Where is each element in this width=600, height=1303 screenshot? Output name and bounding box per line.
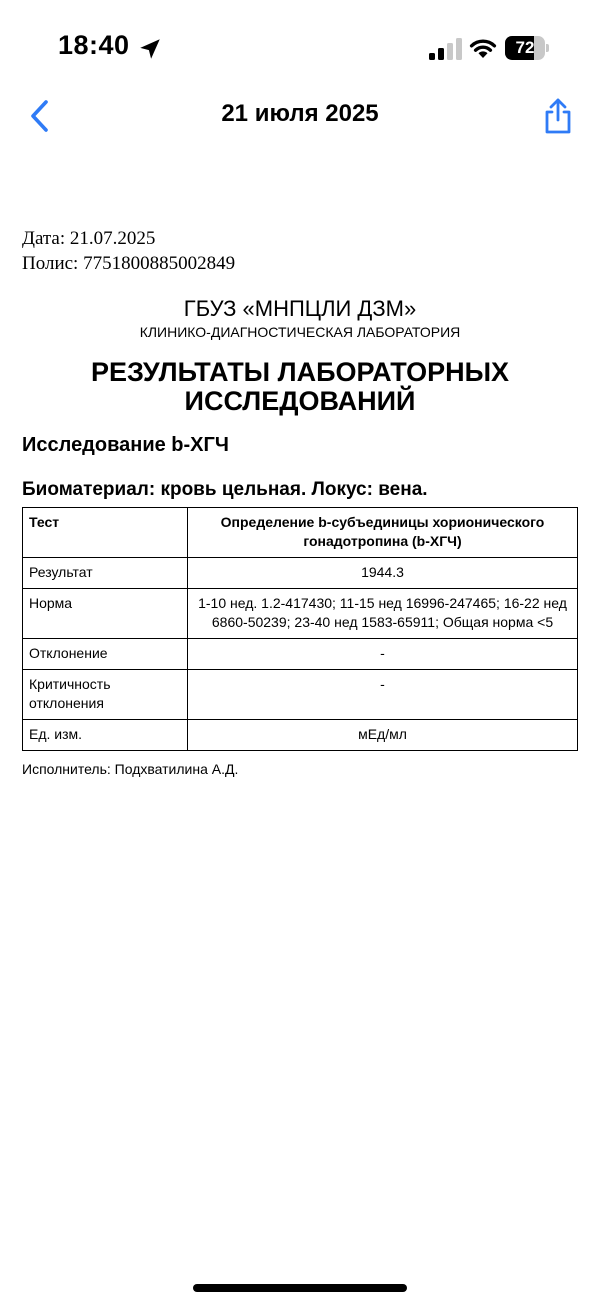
row-value-deviation: - — [188, 639, 578, 670]
row-value-norm: 1-10 нед. 1.2-417430; 11-15 нед 16996-247465; 16-22 нед 6860-50239; 23-40 нед 1583-65911; Общая норма <5 — [188, 589, 578, 639]
battery-body — [505, 36, 545, 60]
row-label-result: Результат — [23, 558, 188, 589]
row-label-criticality: Критичность отклонения — [23, 670, 188, 720]
table-row — [23, 720, 578, 751]
row-value-result: 1944.3 — [188, 558, 578, 589]
status-time: 18:40 — [58, 30, 130, 60]
header-test-name: Определение b-субъединицы хорионического гонадотропина (b-ХГЧ) — [188, 508, 578, 558]
row-value-units: мЕд/мл — [188, 720, 578, 751]
back-button[interactable] — [22, 96, 62, 136]
status-bar — [0, 0, 600, 96]
table-header-row — [23, 508, 578, 558]
wifi-icon — [468, 36, 498, 60]
header-test: Тест — [23, 508, 188, 558]
table-row — [23, 589, 578, 639]
table-row — [23, 670, 578, 720]
share-button[interactable] — [538, 96, 578, 136]
row-label-norm: Норма — [23, 589, 188, 639]
cellular-signal-icon — [428, 38, 462, 60]
biomaterial-line: Биоматериал: кровь цельная. Локус: вена. — [22, 479, 428, 500]
organization-name: ГБУЗ «МНПЦЛИ ДЗМ» — [183, 296, 417, 321]
results-table — [22, 507, 578, 751]
battery-cap — [546, 44, 549, 52]
row-value-criticality: - — [188, 670, 578, 720]
table-row — [23, 558, 578, 589]
chevron-left-icon — [33, 102, 46, 130]
location-arrow-icon — [137, 36, 163, 62]
table-row — [23, 639, 578, 670]
row-label-units: Ед. изм. — [23, 720, 188, 751]
home-indicator[interactable] — [193, 1284, 407, 1292]
share-icon — [547, 100, 569, 132]
study-title: Исследование b-ХГЧ — [22, 434, 229, 456]
organization-subtitle: КЛИНИКО-ДИАГНОСТИЧЕСКАЯ ЛАБОРАТОРИЯ — [139, 324, 461, 340]
battery-indicator — [505, 36, 551, 60]
lab-report-document — [22, 226, 578, 778]
report-date: Дата: 21.07.2025 — [22, 228, 156, 249]
document-title-line-2: ИССЛЕДОВАНИЙ — [184, 386, 416, 416]
document-title — [22, 358, 578, 416]
battery-level: 72 — [515, 38, 535, 57]
row-label-deviation: Отклонение — [23, 639, 188, 670]
document-title-line-1: РЕЗУЛЬТАТЫ ЛАБОРАТОРНЫХ — [90, 357, 510, 387]
policy-number: Полис: 7751800885002849 — [22, 253, 236, 274]
nav-title: 21 июля 2025 — [221, 100, 379, 127]
performer: Исполнитель: Подхватилина А.Д. — [22, 761, 239, 777]
